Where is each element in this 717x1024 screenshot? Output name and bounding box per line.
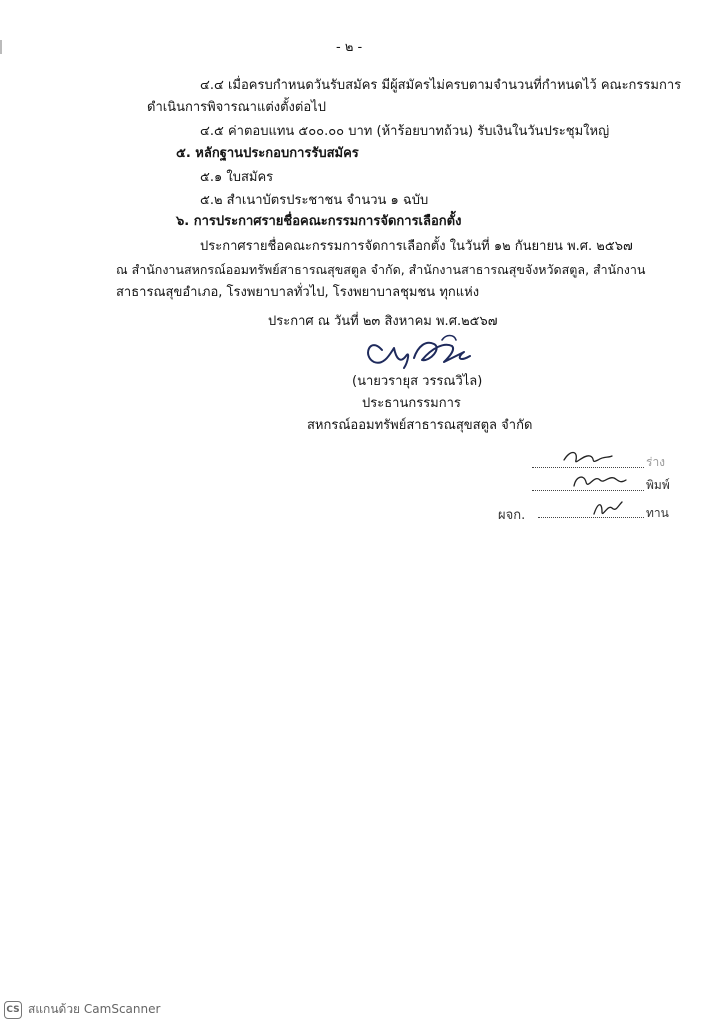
item-5-2: ๕.๒ สำเนาบัตรประชาชน จำนวน ๑ ฉบับ xyxy=(200,193,429,208)
camscanner-logo-icon: CS xyxy=(4,1001,22,1019)
initial-prefix-3: ผจก. xyxy=(498,508,526,523)
initial-label-3: ทาน xyxy=(646,506,669,520)
heading-6: ๖. การประกาศรายชื่อคณะกรรมการจัดการเลือกตั้ง xyxy=(176,214,462,229)
signer-organization: สหกรณ์ออมทรัพย์สาธารณสุขสตูล จำกัด xyxy=(307,418,533,433)
initial-signature-2 xyxy=(570,468,630,492)
signer-name: (นายวรายุส วรรณวิไล) xyxy=(352,374,483,389)
item-5-1: ๕.๑ ใบสมัคร xyxy=(200,170,274,185)
signer-position: ประธานกรรมการ xyxy=(362,396,461,411)
initial-signature-3 xyxy=(590,498,624,520)
announcement-date: ประกาศ ณ วันที่ ๒๓ สิงหาคม พ.ศ.๒๕๖๗ xyxy=(268,314,498,329)
scanner-footer-text: สแกนด้วย CamScanner xyxy=(28,1002,161,1016)
initial-label-2: พิมพ์ xyxy=(646,478,670,492)
para-6-line1: ประกาศรายชื่อคณะกรรมการจัดการเลือกตั้ง ในวันที่ ๑๒ กันยายน พ.ศ. ๒๕๖๗ xyxy=(200,239,633,254)
initial-signature-1 xyxy=(560,446,616,468)
scan-edge-mark xyxy=(0,40,2,54)
initial-label-1: ร่าง xyxy=(646,455,666,469)
item-4-4-line1: ๔.๔ เมื่อครบกำหนดวันรับสมัคร มีผู้สมัครไม่ครบตามจำนวนที่กำหนดไว้ คณะกรรมการ xyxy=(200,78,682,93)
page-number: - ๒ - xyxy=(336,40,363,55)
para-6-line2: ณ สำนักงานสหกรณ์ออมทรัพย์สาธารณสุขสตูล จำกัด, สำนักงานสาธารณสุขจังหวัดสตูล, สำนักงาน xyxy=(116,262,646,277)
scanner-footer xyxy=(4,1000,160,1019)
item-4-5: ๔.๕ ค่าตอบแทน ๕๐๐.๐๐ บาท (ห้าร้อยบาทถ้วน) รับเงินในวันประชุมใหญ่ xyxy=(200,124,610,139)
item-4-4-line2: ดำเนินการพิจารณาแต่งตั้งต่อไป xyxy=(147,100,326,115)
para-6-line3: สาธารณสุขอำเภอ, โรงพยาบาลทั่วไป, โรงพยาบาลชุมชน ทุกแห่ง xyxy=(116,285,480,300)
heading-5: ๕. หลักฐานประกอบการรับสมัคร xyxy=(176,146,359,161)
president-signature xyxy=(360,328,490,372)
